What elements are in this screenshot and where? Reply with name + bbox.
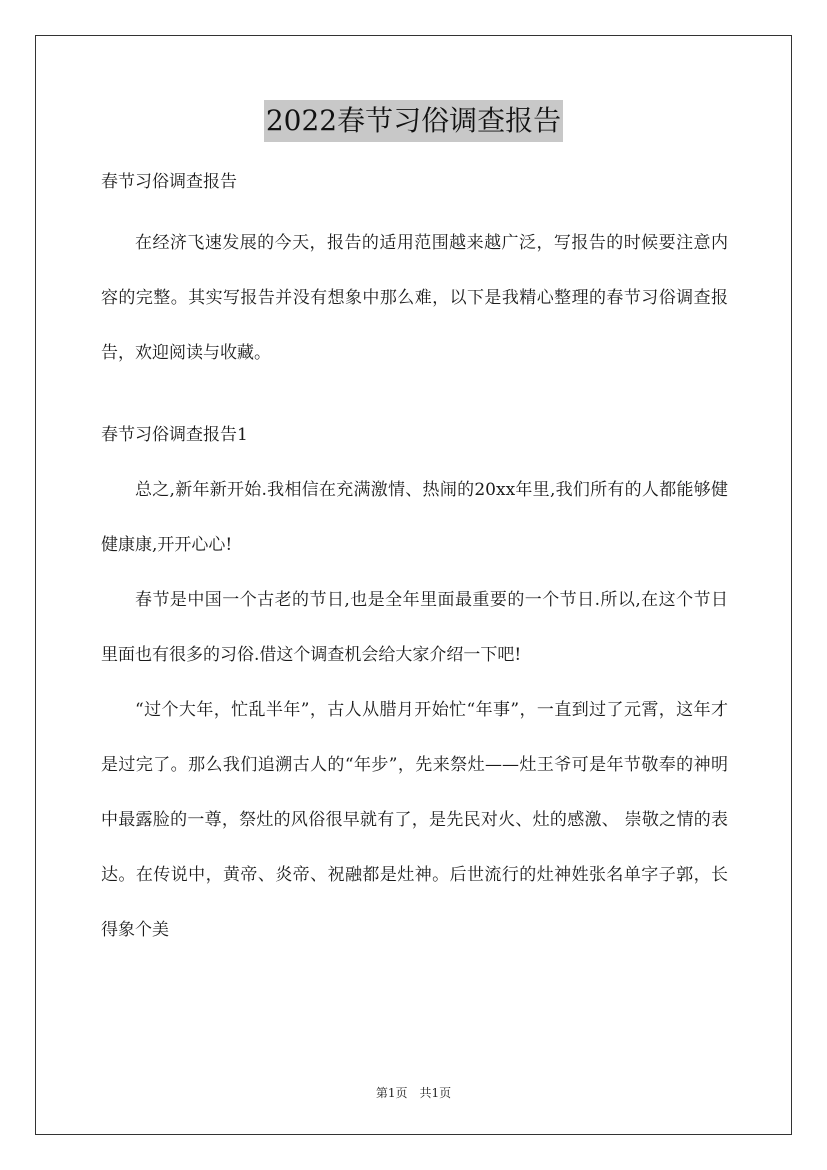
paragraph-3: “过个大年，忙乱半年”，古人从腊月开始忙“年事”，一直到过了元霄，这年才是过完了。那么我们追溯古人的“年步”，先来祭灶——灶王爷可是年节敬奉的神明中最露脸的一尊，祭灶的风俗很早就有了，是先民对火、灶的感激、 崇敬之情的表达。在传说中，黄帝、炎帝、祝融都是灶神。后世流行的灶神姓张名单字子郭，长得象个美 (101, 700, 728, 940)
section-heading: 春节习俗调查报告 (101, 172, 237, 192)
section-heading-1: 春节习俗调查报告1 (101, 425, 248, 445)
paragraph-2: 春节是中国一个古老的节日,也是全年里面最重要的一个节日.所以,在这个节日里面也有很多的习俗.借这个调查机会给大家介绍一下吧! (101, 590, 728, 665)
title-container (0, 100, 827, 142)
paragraph-1: 总之,新年新开始.我相信在充满激情、热闹的20xx年里,我们所有的人都能够健健康康,开开心心! (101, 480, 728, 555)
intro-paragraph: 在经济飞速发展的今天，报告的适用范围越来越广泛，写报告的时候要注意内容的完整。其实写报告并没有想象中那么难，以下是我精心整理的春节习俗调查报告，欢迎阅读与收藏。 (101, 233, 728, 363)
document-body (101, 170, 728, 958)
document-title: 2022春节习俗调查报告 (264, 100, 563, 142)
page-footer: 第1页 共1页 (375, 1086, 452, 1100)
